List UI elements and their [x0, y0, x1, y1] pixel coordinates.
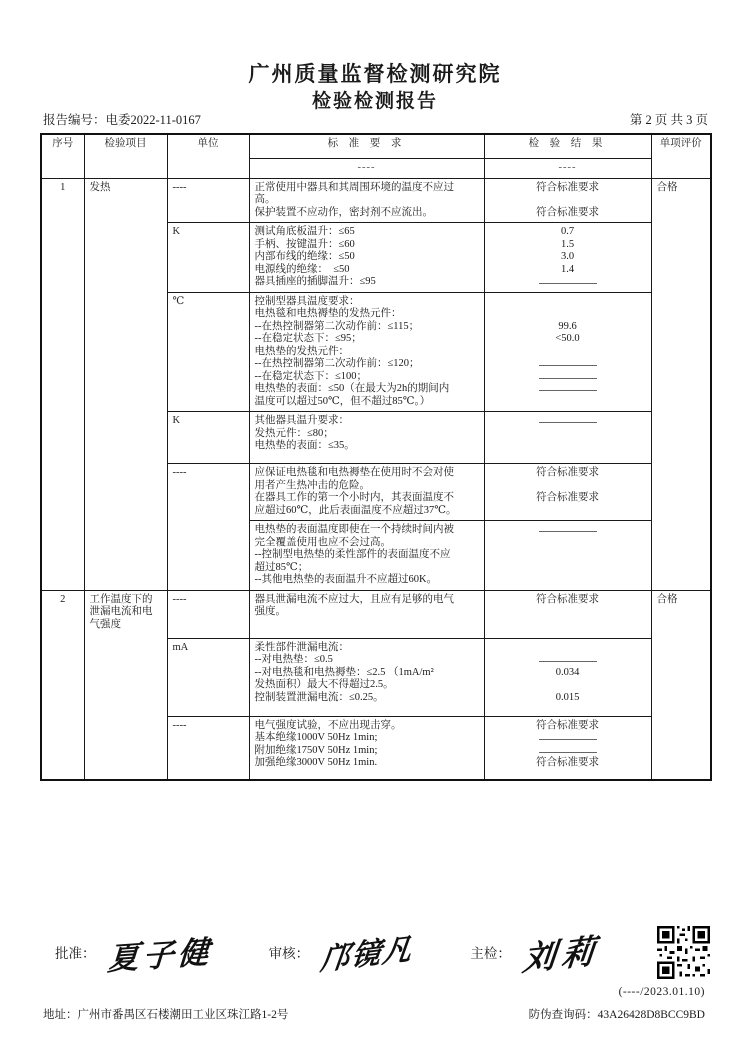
cell-requirement [249, 292, 484, 412]
cell-result [484, 638, 651, 716]
cell-unit: ---- [167, 464, 249, 591]
result-line: 0.034 [555, 666, 580, 678]
result-line [490, 296, 646, 309]
cell-evaluation: 合格 [651, 590, 711, 780]
na-dash-line [539, 383, 597, 391]
review-group [268, 932, 416, 977]
report-title: 检验检测报告 [311, 91, 438, 112]
result-line [490, 732, 646, 745]
result-line [490, 562, 646, 575]
header-unit: 单位 [167, 134, 249, 178]
requirement-line: 电热垫的表面温度即使在一个持续时间内被 [254, 524, 454, 535]
result-line [490, 396, 646, 409]
requirement-line: 附加绝缘1750V 50Hz 1min; [254, 744, 378, 756]
requirement-line: 加强绝缘3000V 50Hz 1min. [254, 757, 378, 768]
requirement-line: 应保证电热毯和电热褥垫在使用时不会对使 [254, 467, 454, 478]
requirement-line: --对电热垫：≤0.5 [254, 654, 333, 665]
address: 地址：广州市番禺区石楼潮田工业区珠江路1-2号 [43, 1009, 289, 1021]
cell-item-name: 工作温度下的泄漏电流和电气强度 [84, 590, 167, 780]
cell-requirement [249, 590, 484, 638]
result-line: 符合标准要求 [536, 492, 599, 503]
requirement-line: 应超过60℃，此后表面温度不应超过37℃。 [254, 504, 457, 516]
header-requirement: 标 准 要 求 [249, 134, 484, 158]
requirement-line: 电源线的绝缘： ≤50 [254, 263, 350, 275]
requirement-line: --控制型电热垫的柔性部件的表面温度不应 [254, 549, 451, 560]
cell-result [484, 716, 651, 780]
na-dash-line [539, 415, 597, 423]
requirement-line: 电热毯和电热褥垫的发热元件： [254, 308, 402, 319]
na-dash-line [539, 732, 597, 740]
requirement-line: 基本绝缘1000V 50Hz 1min; [254, 732, 378, 743]
result-line [490, 524, 646, 537]
requirement-line: 高。 [254, 194, 276, 205]
cell-unit: K [167, 223, 249, 293]
cell-result [484, 412, 651, 464]
requirement-line: 器具泄漏电流不应过大，且应有足够的电气 [254, 593, 454, 605]
requirement-line: 内部布线的绝缘：≤50 [254, 251, 355, 262]
meta-row [43, 110, 708, 128]
na-dash-line [539, 745, 597, 753]
header-result-sub: ---- [484, 158, 651, 178]
cell-requirement [249, 178, 484, 223]
result-line [490, 745, 646, 758]
requirement-line: --其他电热垫的表面温升不应超过60K。 [254, 574, 438, 585]
cell-unit: ---- [167, 716, 249, 780]
requirement-line: --在稳定状态下：≤100； [254, 370, 368, 382]
report-number: 报告编号：电委2022-11-0167 [43, 113, 201, 127]
requirement-line: 温度可以超过50℃，但不超过85℃。） [254, 395, 431, 407]
anti-fake-code: 防伪查询码：43A26428D8BCC9BD [528, 1009, 705, 1021]
result-line [490, 415, 646, 428]
result-line: 符合标准要求 [536, 593, 599, 605]
result-line: 3.0 [560, 251, 575, 262]
result-line [490, 428, 646, 441]
result-line [490, 642, 646, 655]
chief-group [470, 929, 601, 976]
requirement-line: --在稳定状态下：≤95； [254, 333, 362, 344]
result-line: 符合标准要求 [536, 206, 599, 218]
requirement-line: --在热控制器第二次动作前：≤115； [254, 320, 420, 332]
cell-requirement [249, 716, 484, 780]
requirement-line: 用者产生热冲击的危险。 [254, 479, 370, 491]
result-line: 符合标准要求 [536, 467, 599, 478]
requirement-line: --对电热毯和电热褥垫：≤2.5 （1mA/m² [254, 666, 434, 678]
na-dash-line [539, 358, 597, 366]
na-dash-line [539, 276, 597, 284]
cell-unit: ---- [167, 178, 249, 223]
cell-unit: K [167, 412, 249, 464]
na-dash-line [539, 524, 597, 532]
inspection-table-body [41, 178, 711, 780]
result-line [490, 606, 646, 619]
requirement-line: 柔性部件泄漏电流： [254, 641, 349, 653]
cell-unit: mA [167, 638, 249, 716]
cell-seq-no: 1 [41, 178, 84, 590]
result-line: 99.6 [558, 320, 577, 332]
requirement-line: 器具插座的插脚温升：≤95 [254, 276, 376, 287]
org-title: 广州质量监督检测研究院 [248, 62, 502, 86]
qr-code [657, 926, 710, 979]
result-line [490, 574, 646, 587]
cell-evaluation: 合格 [651, 178, 711, 590]
table-row [41, 590, 711, 638]
result-line: 1.5 [560, 238, 575, 250]
cell-requirement [249, 412, 484, 464]
result-line: 0.7 [560, 226, 575, 237]
result-line: 符合标准要求 [536, 181, 599, 193]
review-label: 审核： [268, 946, 310, 961]
result-line: <50.0 [555, 333, 580, 344]
result-line: 符合标准要求 [536, 757, 599, 768]
result-line: 符合标准要求 [536, 719, 599, 731]
cell-result [484, 464, 651, 521]
requirement-line: 电热垫的发热元件： [254, 345, 349, 357]
cell-requirement [249, 223, 484, 293]
cell-result [484, 521, 651, 591]
requirement-line: 在器具工作的第一个小时内，其表面温度不 [254, 492, 454, 503]
result-line: 1.4 [560, 263, 575, 275]
cell-result [484, 292, 651, 412]
result-line [490, 276, 646, 289]
table-row [41, 178, 711, 223]
page-indicator: 第 2 页 共 3 页 [629, 113, 708, 127]
cell-requirement [249, 638, 484, 716]
result-line [490, 654, 646, 667]
requirement-line: 手柄、按键温升：≤60 [254, 238, 355, 250]
requirement-line: 电热垫的表面：≤35。 [254, 440, 355, 451]
result-line [490, 679, 646, 692]
requirement-line: 控制装置泄漏电流：≤0.25。 [254, 691, 384, 703]
cell-result [484, 178, 651, 223]
result-line [490, 480, 646, 493]
requirement-line: 发热元件：≤80； [254, 427, 334, 439]
date-note: (----/2023.01.10) [618, 986, 705, 998]
cell-unit: ℃ [167, 292, 249, 412]
chief-inspector-signature: 刘莉 [520, 933, 603, 978]
requirement-line: 强度。 [254, 606, 286, 617]
header-evaluation: 单项评价 [651, 134, 711, 178]
result-line [490, 505, 646, 518]
cell-unit: ---- [167, 590, 249, 638]
cell-requirement [249, 521, 484, 591]
approver-signature: 夏子健 [106, 933, 214, 977]
requirement-line: 正常使用中器具和其周围环境的温度不应过 [254, 181, 454, 193]
requirement-line: 发热面积）最大不得超过2.5。 [254, 679, 394, 690]
result-line [490, 358, 646, 371]
reviewer-signature: 邝镜凡 [319, 932, 416, 977]
cell-seq-no: 2 [41, 590, 84, 780]
result-line [490, 440, 646, 453]
requirement-line: 保护装置不应动作，密封剂不应流出。 [254, 206, 433, 218]
header-requirement-sub: ---- [249, 158, 484, 178]
requirement-line: 控制型器具温度要求： [254, 295, 360, 307]
na-dash-line [539, 371, 597, 379]
signature-row [55, 912, 710, 992]
result-line [490, 346, 646, 359]
result-line [490, 194, 646, 207]
na-dash-line [539, 654, 597, 662]
result-line [490, 371, 646, 384]
header-seq-no: 序号 [41, 134, 84, 178]
approve-label: 批准： [55, 946, 96, 961]
result-line [490, 383, 646, 396]
cell-result [484, 223, 651, 293]
requirement-line: --在热控制器第二次动作前：≤120； [254, 358, 420, 369]
requirement-line: 完全覆盖使用也应不会过高。 [254, 536, 391, 548]
table-header [41, 134, 711, 178]
header-result: 检 验 结 果 [484, 134, 651, 158]
requirement-line: 超过85℃； [254, 561, 309, 573]
chief-label: 主检： [470, 946, 511, 961]
approve-group [55, 930, 213, 975]
bottom-line [43, 1006, 705, 1022]
cell-item-name: 发热 [84, 178, 167, 590]
cell-result [484, 590, 651, 638]
requirement-line: 其他器具温升要求： [254, 415, 349, 426]
cell-requirement [249, 464, 484, 521]
result-line [490, 537, 646, 550]
requirement-line: 测试角底板温升：≤65 [254, 226, 355, 237]
result-line [490, 549, 646, 562]
inspection-table [40, 133, 712, 781]
result-line [490, 308, 646, 321]
requirement-line: 电气强度试验，不应出现击穿。 [254, 719, 402, 731]
requirement-line: 电热垫的表面：≤50（在最大为2h的期间内 [254, 383, 450, 394]
header-item: 检验项目 [84, 134, 167, 178]
result-line: 0.015 [555, 691, 580, 703]
